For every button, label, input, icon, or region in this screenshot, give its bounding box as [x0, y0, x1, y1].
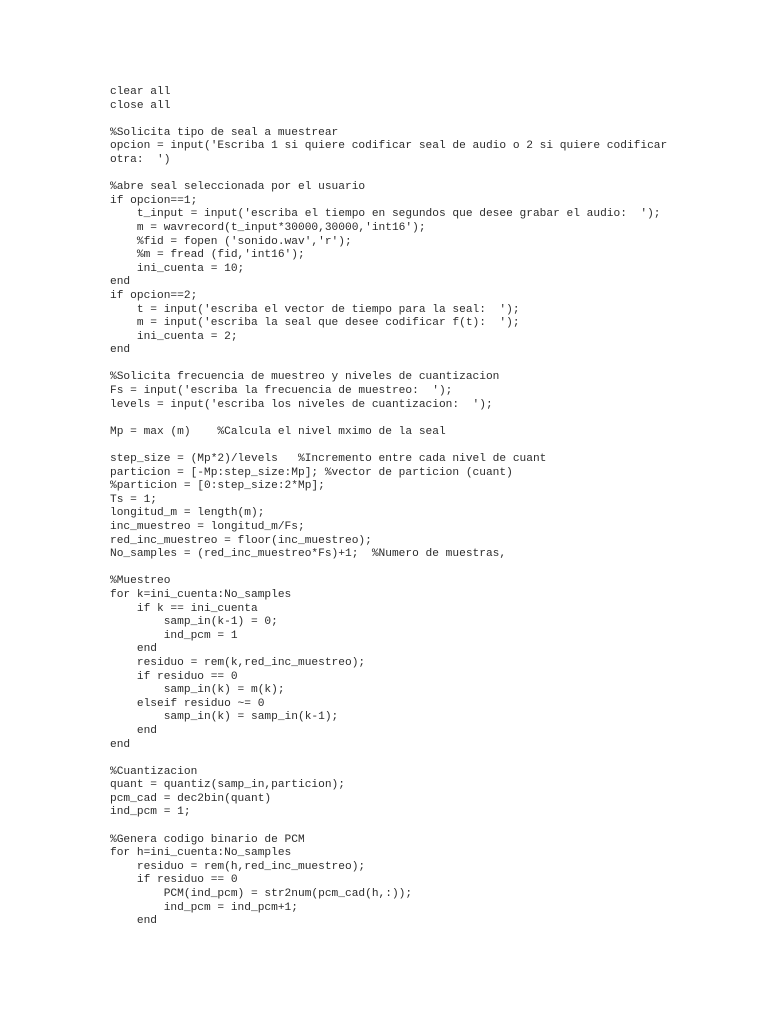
code-line: ini_cuenta = 2;	[110, 330, 238, 343]
blank-line	[110, 412, 750, 426]
code-line: if k == ini_cuenta	[110, 602, 258, 615]
code-line: No_samples = (red_inc_muestreo*Fs)+1; %Numero de muestras,	[110, 548, 507, 561]
code-line: for k=ini_cuenta:No_samples	[110, 588, 292, 601]
code-line: %Muestreo	[110, 575, 171, 588]
code-line: levels = input('escriba los niveles de cuantizacion: ');	[110, 398, 493, 411]
code-line: if opcion==1;	[110, 194, 198, 207]
code-listing	[110, 86, 750, 929]
code-line: inc_muestreo = longitud_m/Fs;	[110, 521, 305, 533]
code-line: end	[110, 915, 157, 928]
code-line: close all	[110, 99, 171, 112]
code-line: if opcion==2;	[110, 289, 198, 302]
blank-line	[110, 113, 750, 127]
code-line: pcm_cad = dec2bin(quant)	[110, 792, 272, 805]
code-line: end	[110, 643, 157, 656]
code-line: clear all	[110, 86, 171, 98]
blank-line	[110, 439, 750, 453]
blank-line	[110, 358, 750, 372]
blank-line	[110, 562, 750, 576]
code-line: if residuo == 0	[110, 874, 238, 887]
code-line: %m = fread (fid,'int16');	[110, 249, 305, 262]
code-line: %particion = [0:step_size:2*Mp];	[110, 480, 325, 493]
code-line: samp_in(k) = m(k);	[110, 684, 285, 697]
code-line: for h=ini_cuenta:No_samples	[110, 847, 292, 860]
code-line: if residuo == 0	[110, 670, 238, 683]
code-line: m = input('escriba la seal que desee codificar f(t): ');	[110, 317, 520, 330]
blank-line	[110, 168, 750, 182]
code-line: elseif residuo ~= 0	[110, 697, 265, 710]
blank-line	[110, 752, 750, 766]
code-line: Fs = input('escriba la frecuencia de muestreo: ');	[110, 385, 453, 398]
code-line: end	[110, 738, 131, 751]
code-line: red_inc_muestreo = floor(inc_muestreo);	[110, 534, 372, 547]
code-line: samp_in(k) = samp_in(k-1);	[110, 711, 339, 724]
code-line: %abre seal seleccionada por el usuario	[110, 181, 366, 194]
code-line: ind_pcm = 1;	[110, 806, 191, 819]
code-line: end	[110, 344, 131, 357]
code-line: ind_pcm = 1	[110, 629, 238, 642]
code-line: residuo = rem(k,red_inc_muestreo);	[110, 656, 366, 669]
code-line: residuo = rem(h,red_inc_muestreo);	[110, 860, 366, 873]
code-line: step_size = (Mp*2)/levels %Incremento entre cada nivel de cuant	[110, 453, 547, 466]
code-line: %Solicita tipo de seal a muestrear	[110, 126, 339, 139]
code-line: Mp = max (m) %Calcula el nivel mximo de la seal	[110, 425, 446, 438]
code-line: %Solicita frecuencia de muestreo y niveles de cuantizacion	[110, 371, 500, 384]
code-line: m = wavrecord(t_input*30000,30000,'int16');	[110, 221, 426, 234]
code-line: t_input = input('escriba el tiempo en segundos que desee grabar el audio: ');	[110, 208, 661, 221]
code-line: Ts = 1;	[110, 493, 157, 506]
code-line: otra: ')	[110, 153, 171, 166]
code-line: end	[110, 276, 131, 289]
code-line: end	[110, 724, 157, 737]
code-line: %Genera codigo binario de PCM	[110, 833, 305, 846]
code-line: samp_in(k-1) = 0;	[110, 616, 278, 629]
code-line: particion = [-Mp:step_size:Mp]; %vector de particion (cuant)	[110, 466, 513, 479]
code-line: quant = quantiz(samp_in,particion);	[110, 779, 345, 792]
code-line: %Cuantizacion	[110, 765, 198, 778]
code-line: PCM(ind_pcm) = str2num(pcm_cad(h,:));	[110, 888, 413, 901]
code-line: %fid = fopen ('sonido.wav','r');	[110, 235, 352, 248]
code-line: opcion = input('Escriba 1 si quiere codificar seal de audio o 2 si quiere codificar	[110, 140, 668, 153]
code-line: longitud_m = length(m);	[110, 507, 265, 520]
code-line: ind_pcm = ind_pcm+1;	[110, 901, 298, 914]
blank-line	[110, 820, 750, 834]
code-line: ini_cuenta = 10;	[110, 262, 245, 275]
code-line: t = input('escriba el vector de tiempo para la seal: ');	[110, 303, 520, 316]
